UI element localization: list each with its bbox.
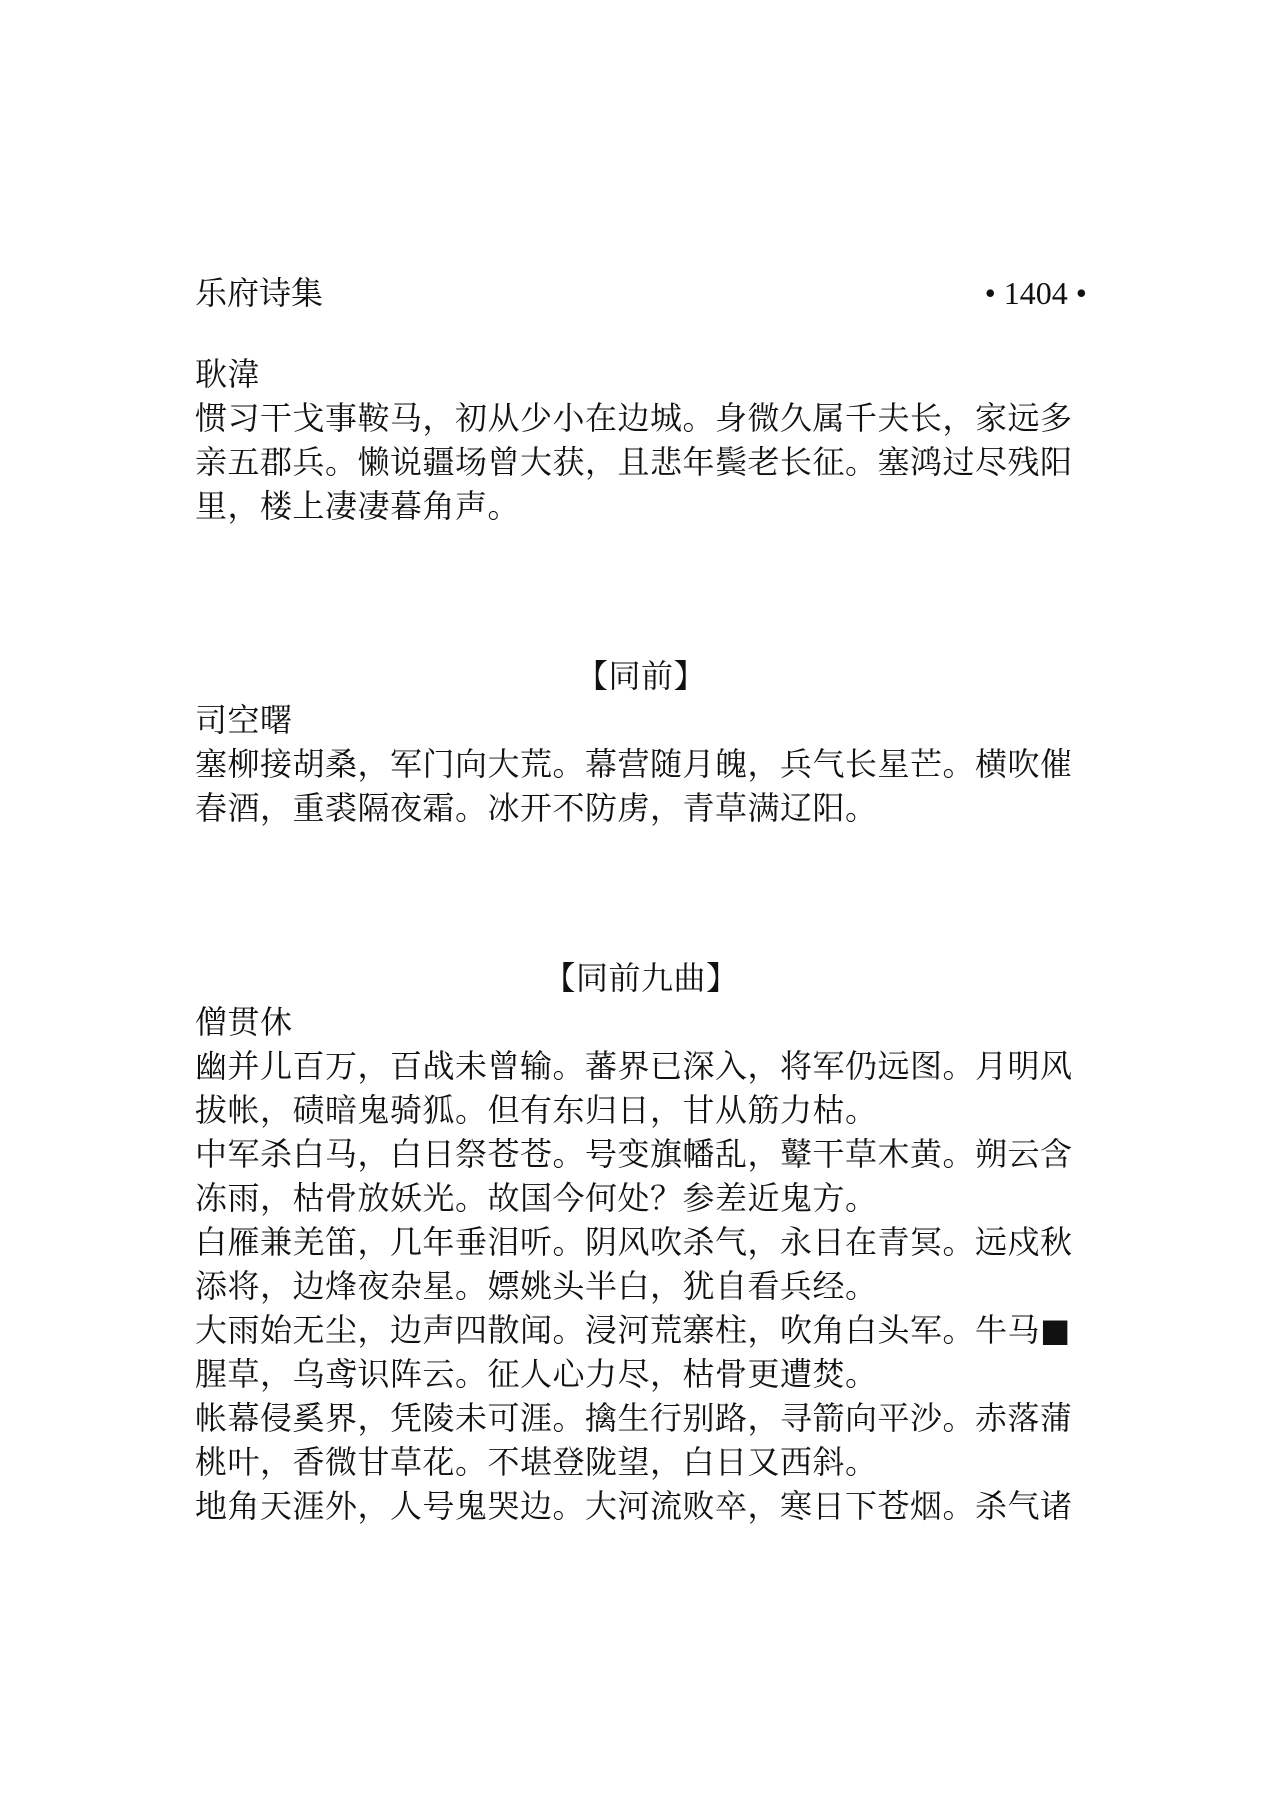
poem-line: 春酒，重裘隔夜霜。冰开不防虏，青草满辽阳。 (195, 789, 878, 827)
poem-line: 白雁兼羌笛，几年垂泪听。阴风吹杀气，永日在青冥。远戍秋 (195, 1223, 1073, 1261)
poem-author: 司空曙 (195, 701, 293, 739)
poem-section-1 (195, 352, 1087, 528)
book-page (195, 0, 1087, 1795)
poem-section-3 (195, 956, 1087, 1528)
poem-line: 添将，边烽夜杂星。嫖姚头半白，犹自看兵经。 (195, 1267, 878, 1305)
poem-heading: 【同前九曲】 (543, 959, 739, 997)
page-header (195, 270, 1087, 316)
poem-line: 桃叶，香微甘草花。不堪登陇望，白日又西斜。 (195, 1443, 878, 1481)
poem-line: 拔帐，碛暗鬼骑狐。但有东归日，甘从筋力枯。 (195, 1091, 878, 1129)
poem-heading: 【同前】 (575, 657, 706, 695)
poem-line: 惯习干戈事鞍马，初从少小在边城。身微久属千夫长，家远多 (195, 399, 1073, 437)
poem-author: 僧贯休 (195, 1003, 293, 1041)
poem-line: 里，楼上凄凄暮角声。 (195, 487, 521, 525)
poem-section-2 (195, 654, 1087, 830)
poem-line: 幽并儿百万，百战未曾输。蕃界已深入，将军仍远图。月明风 (195, 1047, 1073, 1085)
poem-line: 腥草，乌鸢识阵云。征人心力尽，枯骨更遭焚。 (195, 1355, 878, 1393)
poem-line: 中军杀白马，白日祭苍苍。号变旗幡乱，鼙干草木黄。朔云含 (195, 1135, 1073, 1173)
book-title: 乐府诗集 (195, 274, 324, 312)
poem-line: 帐幕侵奚界，凭陵未可涯。擒生行别路，寻箭向平沙。赤落蒲 (195, 1399, 1073, 1437)
poem-line: 地角天涯外，人号鬼哭边。大河流败卒，寒日下苍烟。杀气诸 (195, 1487, 1073, 1525)
page-number: • 1404 • (984, 275, 1087, 311)
poem-line: 大雨始无尘，边声四散闻。浸河荒寨柱，吹角白头军。牛马■ (195, 1311, 1071, 1349)
poem-line: 亲五郡兵。懒说疆场曾大获，且悲年鬓老长征。塞鸿过尽残阳 (195, 443, 1073, 481)
poem-line: 冻雨，枯骨放妖光。故国今何处？参差近鬼方。 (195, 1179, 878, 1217)
poem-line: 塞柳接胡桑，军门向大荒。幕营随月魄，兵气长星芒。横吹催 (195, 745, 1073, 783)
poem-author: 耿湋 (195, 355, 261, 393)
